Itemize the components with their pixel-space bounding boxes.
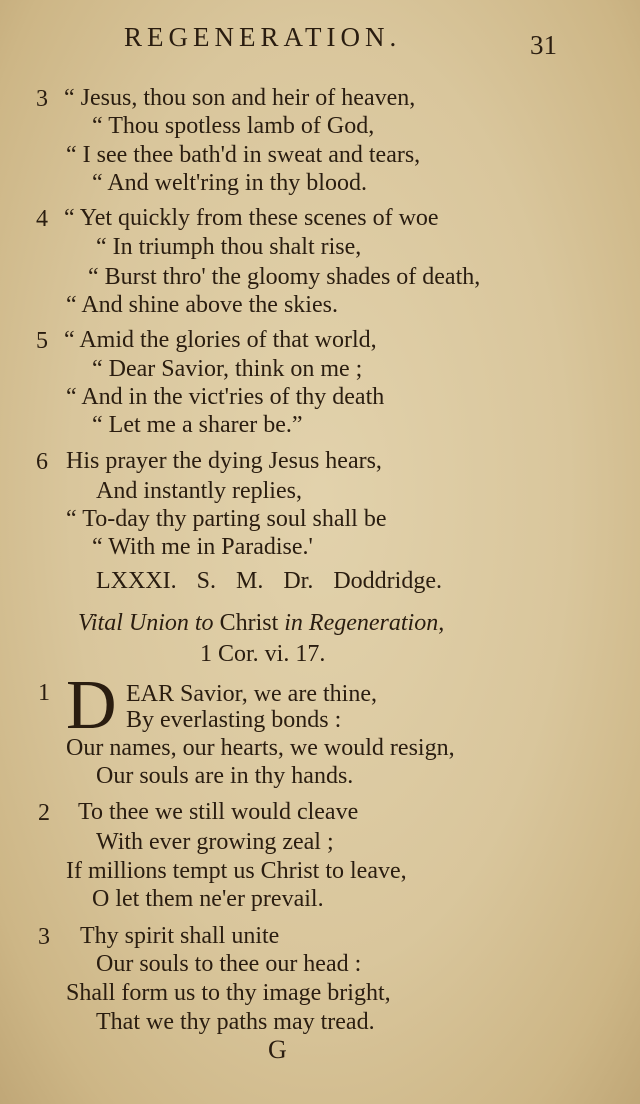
verse-line: “ Jesus, thou son and heir of heaven, bbox=[64, 85, 416, 111]
verse-line: And instantly replies, bbox=[96, 478, 302, 504]
running-title: REGENERATION. bbox=[124, 22, 402, 52]
stanza-number: 4 bbox=[36, 206, 48, 232]
stanza-number: 2 bbox=[38, 800, 50, 826]
page-number: 31 bbox=[530, 30, 557, 60]
verse-line: Our souls are in thy hands. bbox=[96, 763, 354, 789]
verse-line: “ With me in Paradise.' bbox=[92, 534, 313, 560]
scripture-reference: 1 Cor. vi. 17. bbox=[200, 641, 326, 667]
verse-line: Shall form us to thy image bright, bbox=[66, 980, 391, 1006]
stanza-number: 5 bbox=[36, 328, 48, 354]
stanza-number: 3 bbox=[38, 924, 50, 950]
verse-line: “ Dear Savior, think on me ; bbox=[92, 356, 363, 382]
hymn-title: LXXXI. S. M. Dr. Doddridge. bbox=[96, 568, 442, 594]
stanza-number: 6 bbox=[36, 449, 48, 475]
verse-line: “ Yet quickly from these scenes of woe bbox=[64, 205, 439, 231]
verse-line: “ Burst thro' the gloomy shades of death, bbox=[88, 264, 481, 290]
verse-line: Our names, our hearts, we would resign, bbox=[66, 735, 455, 761]
verse-line: If millions tempt us Christ to leave, bbox=[66, 858, 407, 884]
verse-line: “ Let me a sharer be.” bbox=[92, 412, 303, 438]
drop-cap: D bbox=[66, 667, 117, 744]
verse-line: “ Thou spotless lamb of God, bbox=[92, 113, 375, 139]
verse-line: To thee we still would cleave bbox=[78, 799, 359, 825]
verse-line: “ And in the vict'ries of thy death bbox=[66, 384, 385, 410]
signature-mark: G bbox=[268, 1035, 287, 1064]
verse-line: His prayer the dying Jesus hears, bbox=[66, 448, 382, 474]
verse-line: O let them ne'er prevail. bbox=[92, 886, 324, 912]
verse-line: EAR Savior, we are thine, bbox=[126, 681, 377, 707]
subtitle-part: to bbox=[194, 610, 214, 636]
verse-line: That we thy paths may tread. bbox=[96, 1009, 375, 1035]
hymn-subtitle bbox=[78, 610, 444, 637]
verse-line: By everlasting bonds : bbox=[126, 707, 342, 733]
verse-line: “ To-day thy parting soul shall be bbox=[66, 506, 387, 532]
verse-line: “ And welt'ring in thy blood. bbox=[92, 170, 367, 196]
verse-line: “ And shine above the skies. bbox=[66, 292, 338, 318]
verse-line: With ever growing zeal ; bbox=[96, 829, 334, 855]
verse-line: Thy spirit shall unite bbox=[80, 923, 280, 949]
verse-line: “ In triumph thou shalt rise, bbox=[96, 234, 362, 260]
subtitle-part: Vital Union bbox=[78, 610, 189, 636]
stanza-number: 1 bbox=[38, 680, 50, 706]
subtitle-part: Regeneration, bbox=[308, 610, 445, 636]
subtitle-part: Christ bbox=[219, 610, 279, 636]
stanza-number: 3 bbox=[36, 86, 48, 112]
verse-line: “ I see thee bath'd in sweat and tears, bbox=[66, 142, 421, 168]
verse-line: Our souls to thee our head : bbox=[96, 951, 362, 977]
verse-line: “ Amid the glories of that world, bbox=[64, 327, 377, 353]
subtitle-part: in bbox=[284, 610, 303, 636]
